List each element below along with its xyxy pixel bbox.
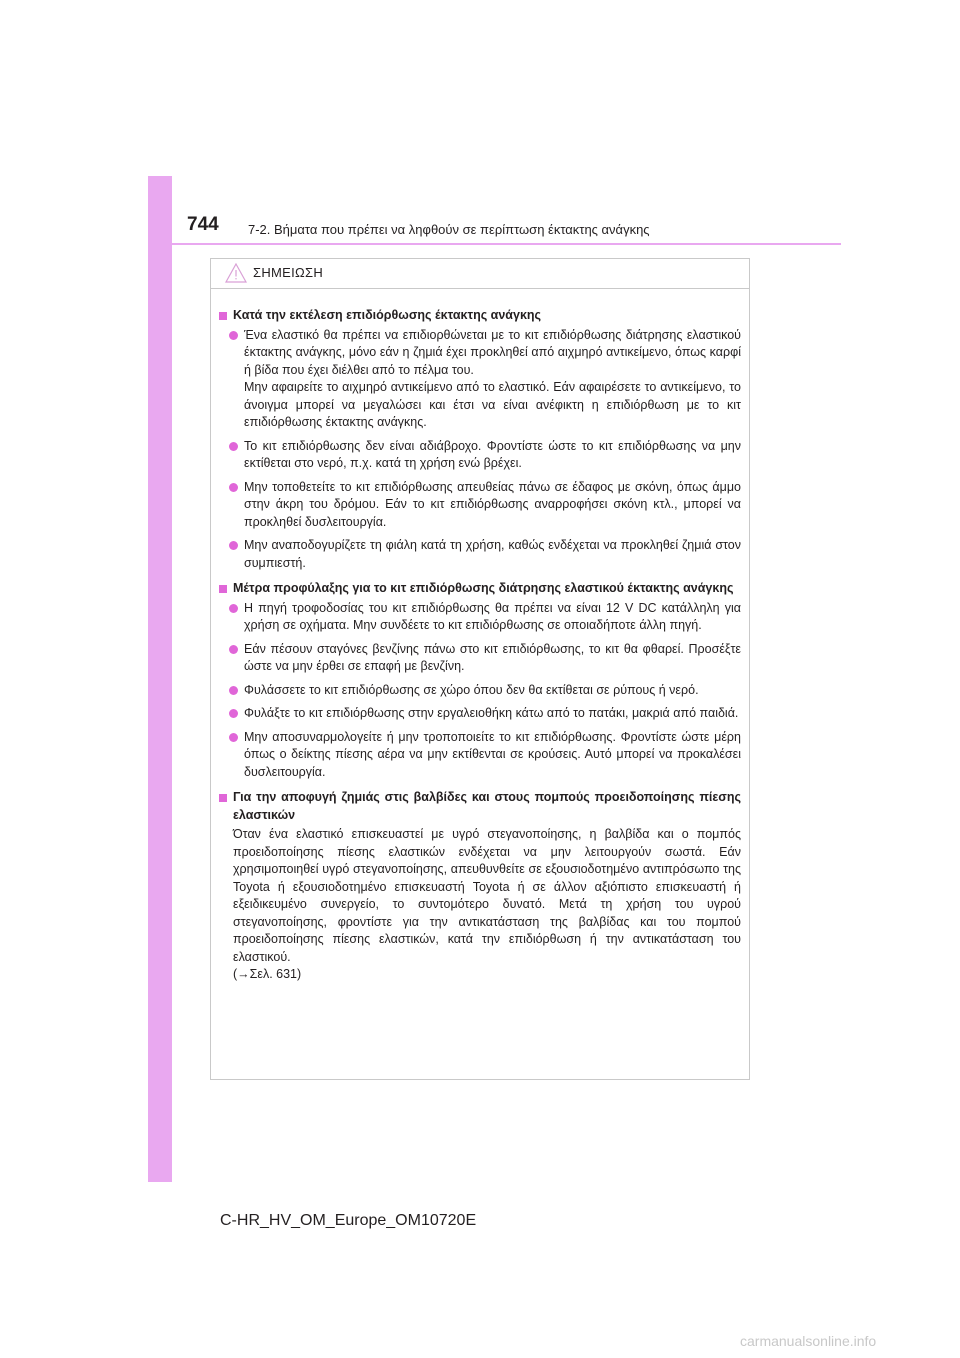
list-item-text: Η πηγή τροφοδοσίας του κιτ επιδιόρθωσης θα πρέπει να είναι 12 V DC κατάλληλη για χρήση σε οχήματα. Μην συνδέετε το κιτ επιδιόρθωσης σε οποιαδήποτε άλλη πηγή. bbox=[244, 600, 741, 632]
section-heading bbox=[219, 789, 741, 824]
square-bullet-icon bbox=[219, 794, 227, 802]
round-bullet-icon bbox=[229, 709, 238, 718]
list-item-text: Φυλάσσετε το κιτ επιδιόρθωσης σε χώρο όπου δεν θα εκτίθεται σε ρύπους ή νερό. bbox=[244, 682, 699, 697]
list-item bbox=[229, 729, 741, 782]
list-item bbox=[229, 705, 741, 723]
list-item-text: Μην τοποθετείτε το κιτ επιδιόρθωσης απευθείας πάνω σε έδαφος με σκόνη, όπως άμμο στην άκρη του δρόμου. Εάν το κιτ επιδιόρθωσης αναρροφήσει σκόνη κτλ., μπορεί να προκληθεί δυσλειτουργία. bbox=[244, 479, 741, 529]
section-heading bbox=[219, 307, 741, 325]
document-code: C-HR_HV_OM_Europe_OM10720E bbox=[220, 1212, 477, 1229]
site-watermark: carmanualsonline.info bbox=[740, 1333, 877, 1349]
note-box bbox=[210, 258, 750, 1080]
list-item-text: Ένα ελαστικό θα πρέπει να επιδιορθώνεται με το κιτ επιδιόρθωσης διάτρησης ελαστικού έκτακτης ανάγκης, μόνο εάν η ζημιά έχει προκληθεί από αιχμηρό αντικείμενο, όπως καρφί ή βίδα που έχει διέλθει από το πέλμα του. Μην αφαιρείτε το αιχμηρό αντικείμενο από το ελαστικό. Εάν αφαιρέσετε το αντικείμενο, το άνοιγμα μπορεί να μεγαλώσει και έτσι να είναι ανέφικτη η επιδιόρθωση με το κιτ επιδιόρθωσης έκτακτης ανάγκης. bbox=[244, 327, 741, 429]
note-body bbox=[211, 289, 749, 984]
list-item bbox=[229, 327, 741, 432]
list-item bbox=[229, 600, 741, 635]
section-title: 7-2. Βήματα που πρέπει να ληφθούν σε περίπτωση έκτακτης ανάγκης bbox=[248, 222, 650, 237]
list-item bbox=[229, 537, 741, 572]
note-header bbox=[211, 259, 749, 289]
section-title-text: Μέτρα προφύλαξης για το κιτ επιδιόρθωσης διάτρησης ελαστικού έκτακτης ανάγκης bbox=[233, 581, 734, 595]
round-bullet-icon bbox=[229, 541, 238, 550]
round-bullet-icon bbox=[229, 686, 238, 695]
section-paragraph: Όταν ένα ελαστικό επισκευαστεί με υγρό στεγανοποίησης, η βαλβίδα και ο πομπός προειδοποίησης πίεσης ελαστικών ενδέχεται να μην λειτουργούν σωστά. Εάν χρησιμοποιηθεί υγρό στεγανοποίησης, απευθυνθείτε σε εξουσιοδοτημένο αντιπρόσωπο της Toyota ή εξουσιοδοτημένο επισκευαστή Toyota ή σε άλλον αξιόπιστο επισκευαστή ή εξειδικευμένο συνεργείο, το συντομότερο δυνατό. Μετά τη χρήση του υγρού στεγανοποίησης, φροντίστε για την αντικατάσταση της βαλβίδας και του πομπού προειδοποίησης πίεσης ελαστικών, κατά την επιδιόρθωση ή την αντικατάσταση του ελαστικού. (→Σελ. 631) bbox=[233, 827, 741, 981]
list-item bbox=[229, 479, 741, 532]
section-heading bbox=[219, 580, 741, 598]
round-bullet-icon bbox=[229, 733, 238, 742]
warning-triangle-icon bbox=[225, 263, 247, 283]
list-item-text: Μην αποσυναρμολογείτε ή μην τροποποιείτε το κιτ επιδιόρθωσης. Φροντίστε ώστε μέρη όπως ο δείκτης πίεσης αέρα να μην εκτίθενται σε κρούσεις. Αυτό μπορεί να προκαλέσει δυσλειτουργία. bbox=[244, 729, 741, 779]
section-title-text: Κατά την εκτέλεση επιδιόρθωσης έκτακτης ανάγκης bbox=[233, 308, 542, 322]
square-bullet-icon bbox=[219, 585, 227, 593]
round-bullet-icon bbox=[229, 483, 238, 492]
header-divider bbox=[172, 243, 841, 245]
list-item-text: Εάν πέσουν σταγόνες βενζίνης πάνω στο κιτ επιδιόρθωσης, το κιτ θα φθαρεί. Προσέξτε ώστε να μην έρθει σε επαφή με βενζίνη. bbox=[244, 641, 741, 673]
round-bullet-icon bbox=[229, 442, 238, 451]
round-bullet-icon bbox=[229, 645, 238, 654]
list-item-text: Το κιτ επιδιόρθωσης δεν είναι αδιάβροχο. Φροντίστε ώστε το κιτ επιδιόρθωσης να μην εκτίθεται στο νερό, π.χ. κατά τη χρήση ενώ βρέχει. bbox=[244, 438, 741, 470]
note-title: ΣΗΜΕΙΩΣΗ bbox=[253, 265, 324, 280]
section-title-text: Για την αποφυγή ζημιάς στις βαλβίδες και στους πομπούς προειδοποίησης πίεσης ελαστικών bbox=[233, 790, 741, 822]
side-tab-strip bbox=[148, 176, 172, 1182]
round-bullet-icon bbox=[229, 331, 238, 340]
list-item bbox=[229, 438, 741, 473]
list-item-text: Μην αναποδογυρίζετε τη φιάλη κατά τη χρήση, καθώς ενδέχεται να προκληθεί ζημιά στον συμπιεστή. bbox=[244, 538, 741, 570]
list-item bbox=[229, 641, 741, 676]
page-number: 744 bbox=[187, 214, 219, 235]
list-item-text: Φυλάξτε το κιτ επιδιόρθωσης στην εργαλειοθήκη κάτω από το πατάκι, μακριά από παιδιά. bbox=[244, 706, 739, 720]
square-bullet-icon bbox=[219, 312, 227, 320]
list-item bbox=[229, 682, 741, 700]
round-bullet-icon bbox=[229, 604, 238, 613]
